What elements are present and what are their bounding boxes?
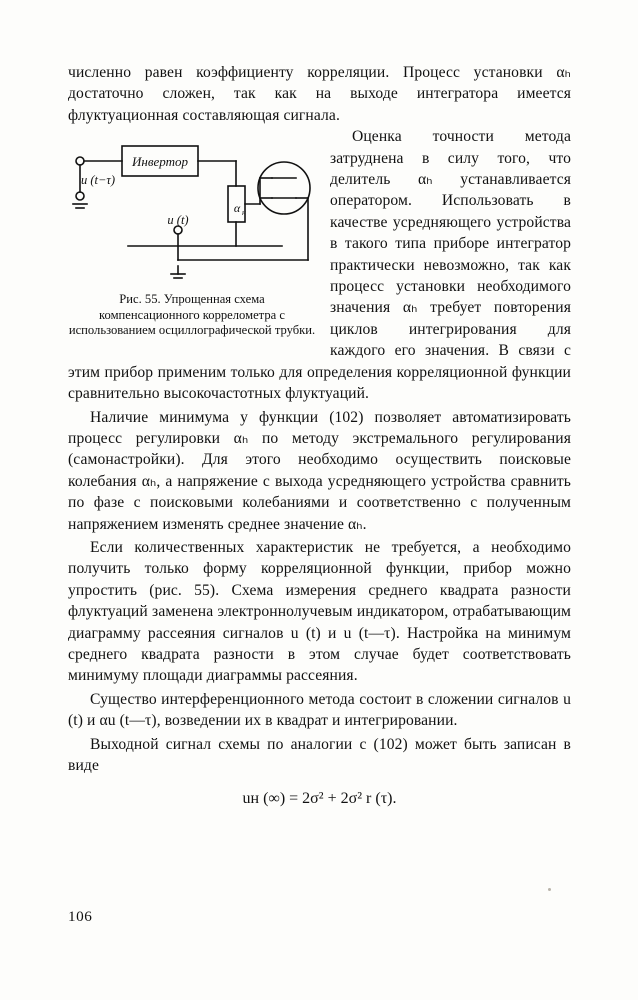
page-content (68, 62, 571, 808)
input-signal-label: u (t−τ) (80, 173, 116, 188)
figure-55 (68, 134, 316, 338)
paper-speck (548, 888, 551, 891)
divider-label: α (233, 201, 241, 216)
inverter-block-label: Инвертор (132, 154, 188, 170)
schematic-svg (68, 134, 316, 284)
paragraph-3: Наличие минимума у функции (102) позволяет автоматизировать процесс регулировки αₕ по методу экстремального регулирования (самонастройки). Для этого необходимо осуществить поисковые колебания αₕ, а напряжение с выхода усредняющего устройства сравнить по фазе с поисковыми колебаниями и соответственно с полученным напряжением изменять среднее значение αₕ. (68, 408, 571, 533)
bottom-signal-label: u (t) (167, 213, 189, 228)
paragraph-6: Выходной сигнал схемы по аналогии с (102) может быть записан в виде (68, 735, 571, 774)
paragraph-2: Оценка точности метода затруднена в силу того, что делитель αₕ устанавливается оператором. Использовать в качестве усредняющего устройства в такого типа приборе интегратор практически невозможно, так как процесс установки необходимого значения αₕ требует повторения циклов интегрирования для каждого его значения. В связи с этим прибор применим только для определения корреляционной функции сравнительно высокочастотных флуктуаций. (68, 128, 571, 403)
paragraph-5: Существо интерференционного метода состоит в сложении сигналов u (t) и αu (t—τ), возведении их в квадрат и интегрировании. (68, 690, 571, 730)
paragraph-1: численно равен коэффициенту корреляции. Процесс установки αₕ достаточно сложен, так как на выходе интегратора имеется флуктуационная составляющая сигнала. (68, 64, 571, 124)
figure-schematic (68, 134, 316, 284)
page-number: 106 (68, 908, 93, 925)
formula-103: uн (∞) = 2σ² + 2σ² r (τ). (242, 790, 397, 808)
divider-subscript: н (242, 208, 246, 218)
figure-caption: Рис. 55. Упрощенная схема компенсационного коррелометра с использованием осциллографической трубки. (68, 292, 316, 338)
paragraph-4: Если количественных характеристик не требуется, а необходимо получить только форму корреляционной функции, прибор можно упростить (рис. 55). Схема измерения среднего квадрата разности флуктуаций заменена электроннолучевым индикатором, отрабатывающим диаграмму рассеяния сигналов u (t) и u (t—τ). Настройка на минимум среднего квадрата разности в этом случае будет соответствовать минимуму площади диаграммы рассеяния. (68, 538, 571, 685)
